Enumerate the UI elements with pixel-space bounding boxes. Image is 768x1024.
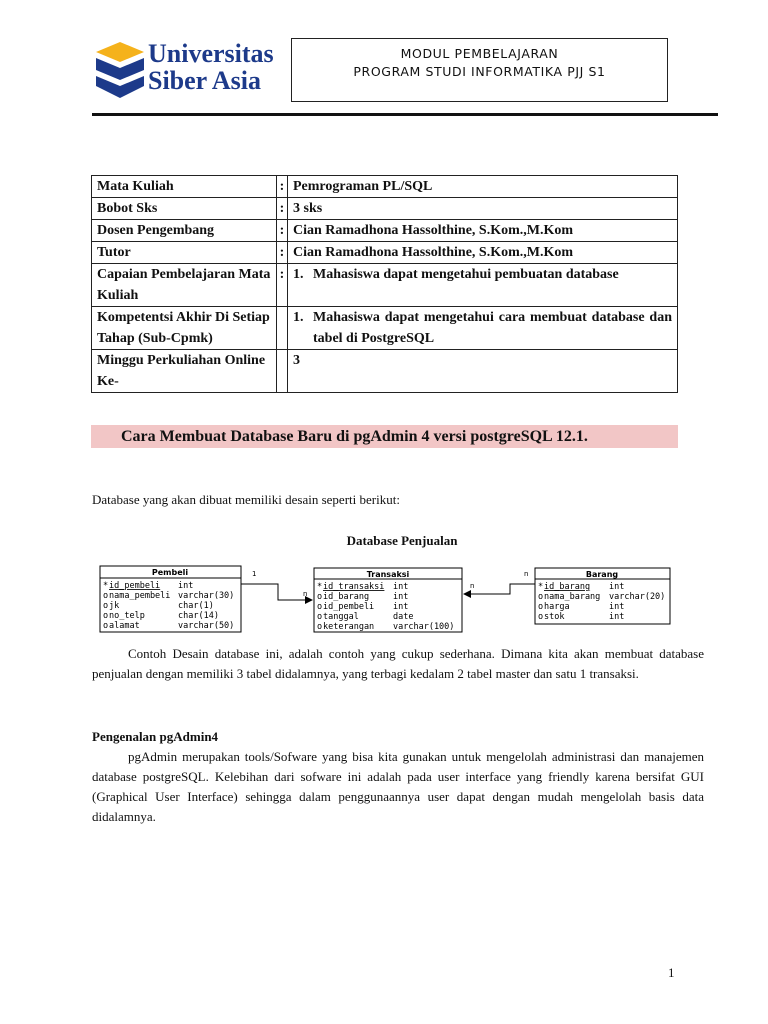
row-separator: :	[277, 176, 288, 198]
row-label: Bobot Sks	[92, 198, 277, 220]
erd-field-type: int	[393, 592, 409, 602]
module-title-line-2: PROGRAM STUDI INFORMATIKA PJJ S1	[353, 64, 606, 79]
paragraph-1-text: Contoh Desain database ini, adalah contoh yang cukup sederhana. Dimana kita akan membuat database penjualan dengan memiliki 3 tabel didalamnya, yang terbagi kedalam 2 tabel master dan satu 1 transaksi.	[92, 646, 704, 681]
erd-diagram	[90, 556, 680, 638]
table-row	[92, 350, 678, 393]
erd-field-name: harga	[544, 602, 570, 612]
table-row	[92, 264, 678, 307]
erd-field-mark: o	[103, 621, 109, 631]
row-label: Dosen Pengembang	[92, 220, 277, 242]
erd-field-type: varchar(20)	[609, 592, 666, 602]
erd-field-type: char(14)	[178, 611, 219, 621]
erd-field-name: no_telp	[109, 611, 145, 621]
erd-table-title: Pembeli	[151, 568, 189, 577]
header-rule	[92, 113, 718, 116]
erd-field-type: int	[178, 581, 194, 591]
heading-pengenalan: Pengenalan pgAdmin4	[92, 729, 219, 744]
row-value	[288, 307, 678, 350]
intro-text: Database yang akan dibuat memiliki desain seperti berikut:	[92, 492, 400, 507]
page-number: 1	[668, 965, 675, 980]
cardinality-label: n	[303, 590, 308, 598]
row-value: 3	[288, 350, 678, 393]
erd-field-name: keterangan	[323, 622, 375, 632]
erd-relation-pembeli-transaksi	[241, 570, 312, 600]
erd-field-mark: *	[538, 582, 544, 592]
erd-table-title: Barang	[585, 570, 619, 579]
erd-field-name: id_barang	[323, 592, 370, 602]
erd-field-type: int	[609, 582, 625, 592]
erd-field-mark: o	[103, 601, 109, 611]
erd-field-mark: o	[538, 592, 544, 602]
row-value: 3 sks	[288, 198, 678, 220]
row-separator	[277, 307, 288, 350]
section-title: Cara Membuat Database Baru di pgAdmin 4 versi postgreSQL 12.1.	[91, 425, 678, 448]
row-label: Capaian Pembelajaran Mata Kuliah	[92, 264, 277, 307]
erd-field-type: int	[609, 612, 625, 622]
erd-field-name: id_transaksi	[323, 582, 385, 592]
erd-field-type: char(1)	[178, 601, 214, 611]
paragraph-1	[92, 644, 704, 684]
list-text: Mahasiswa dapat mengetahui cara membuat database dan tabel di PostgreSQL	[313, 310, 672, 346]
erd-table-transaksi	[314, 568, 462, 632]
erd-field-type: int	[609, 602, 625, 612]
figure-caption: Database Penjualan	[346, 533, 458, 548]
erd-table-pembeli	[100, 566, 241, 632]
table-row	[92, 176, 678, 198]
erd-table-title: Transaksi	[366, 570, 410, 579]
university-name	[148, 40, 274, 94]
row-value: Pemrograman PL/SQL	[288, 176, 678, 198]
table-row	[92, 242, 678, 264]
erd-field-mark: o	[538, 602, 544, 612]
logo-line-2: Siber Asia	[148, 66, 261, 95]
erd-field-mark: o	[103, 611, 109, 621]
row-label: Tutor	[92, 242, 277, 264]
university-logo-shield-icon	[92, 42, 148, 102]
erd-field-mark: o	[317, 602, 323, 612]
erd-field-name: stok	[544, 612, 565, 622]
erd-field-mark: o	[317, 622, 323, 632]
paragraph-2-text: pgAdmin merupakan tools/Sofware yang bisa kita gunakan untuk mengelolah administrasi dan manajemen database postgreSQL. Kelebihan dari sofware ini adalah pada user interface yang friendly karena bersifat GUI (Graphical User Interface) sehingga dalam penggunaannya user dapat dengan mudah mengelolah basis data didalamnya.	[92, 749, 704, 824]
table-row	[92, 220, 678, 242]
row-separator: :	[277, 198, 288, 220]
erd-field-type: date	[393, 612, 414, 622]
cardinality-label: n	[470, 582, 475, 590]
erd-field-mark: o	[317, 592, 323, 602]
row-separator: :	[277, 264, 288, 307]
row-label: Mata Kuliah	[92, 176, 277, 198]
erd-field-mark: o	[538, 612, 544, 622]
module-title-line-1: MODUL PEMBELAJARAN	[400, 46, 559, 61]
paragraph-2	[92, 747, 704, 827]
erd-field-mark: *	[317, 582, 323, 592]
row-label: Minggu Perkuliahan Online Ke-	[92, 350, 277, 393]
erd-relation-barang-transaksi	[464, 570, 535, 594]
row-value: Cian Ramadhona Hassolthine, S.Kom.,M.Kom	[288, 242, 678, 264]
list-number: 1.	[293, 267, 304, 282]
erd-field-type: int	[393, 582, 409, 592]
erd-field-name: jk	[109, 601, 120, 611]
erd-field-name: id_pembeli	[109, 581, 161, 591]
erd-field-type: varchar(50)	[178, 621, 235, 631]
erd-field-name: tanggal	[323, 612, 359, 622]
erd-table-barang	[535, 568, 670, 624]
erd-field-name: id_barang	[544, 582, 591, 592]
erd-field-type: varchar(100)	[393, 622, 455, 632]
module-title-box	[291, 38, 668, 102]
logo-line-1: Universitas	[148, 39, 274, 68]
erd-field-name: alamat	[109, 621, 140, 631]
erd-field-type: varchar(30)	[178, 591, 235, 601]
erd-field-type: int	[393, 602, 409, 612]
erd-field-mark: o	[317, 612, 323, 622]
row-separator	[277, 350, 288, 393]
list-text: Mahasiswa dapat mengetahui pembuatan database	[313, 267, 619, 282]
erd-field-mark: o	[103, 591, 109, 601]
erd-field-name: nama_barang	[544, 592, 601, 602]
row-separator: :	[277, 220, 288, 242]
table-row	[92, 198, 678, 220]
row-value: Cian Ramadhona Hassolthine, S.Kom.,M.Kom	[288, 220, 678, 242]
row-label: Kompetentsi Akhir Di Setiap Tahap (Sub-Cpmk)	[92, 307, 277, 350]
erd-field-mark: *	[103, 581, 109, 591]
course-info-table	[91, 175, 678, 393]
row-value	[288, 264, 678, 307]
list-number: 1.	[293, 310, 304, 325]
table-row	[92, 307, 678, 350]
cardinality-label: n	[524, 570, 529, 578]
erd-field-name: nama_pembeli	[109, 591, 171, 601]
erd-field-name: id_pembeli	[323, 602, 375, 612]
cardinality-label: 1	[252, 570, 257, 578]
row-separator: :	[277, 242, 288, 264]
